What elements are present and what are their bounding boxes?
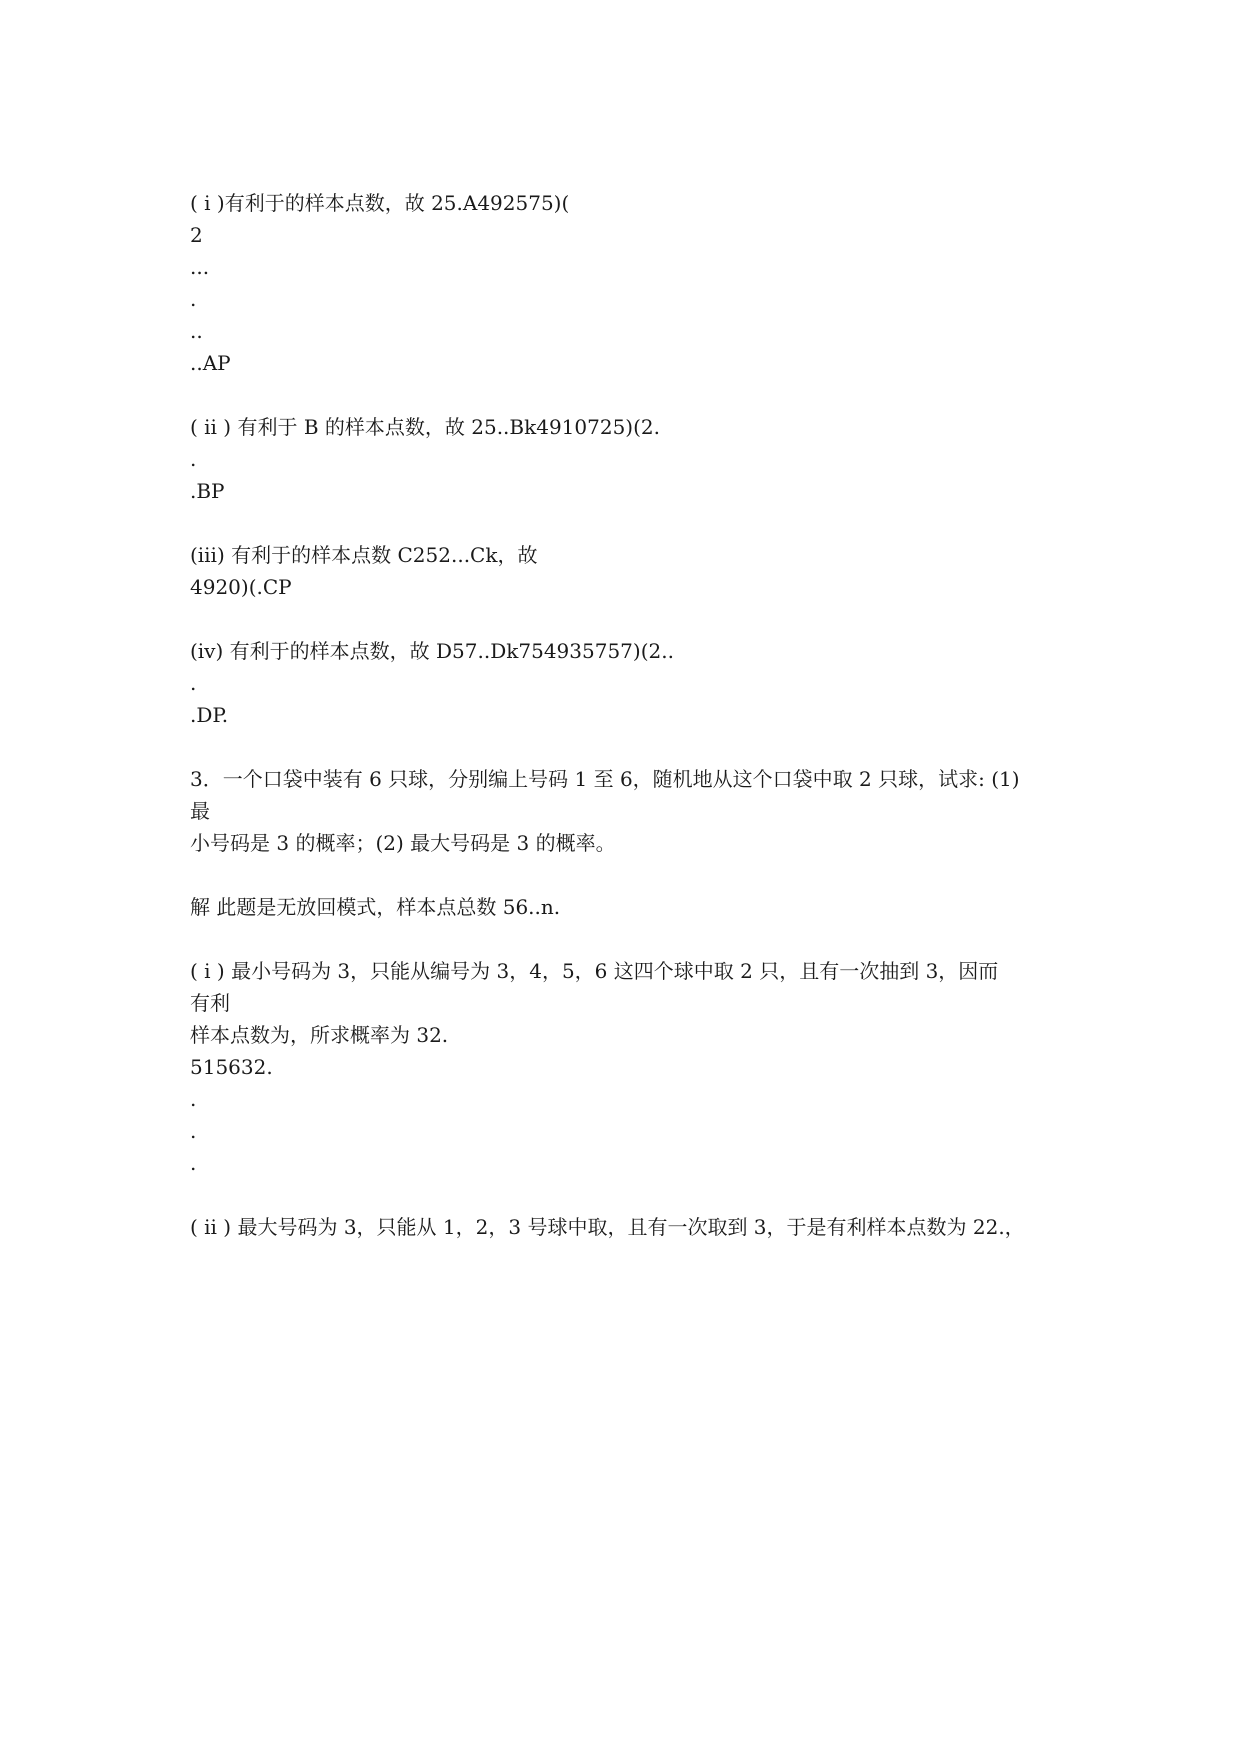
text-line: 4920)(.CP [190,575,292,599]
text-line: 小号码是 3 的概率；(2) 最大号码是 3 的概率。 [190,831,616,855]
text-line: . [190,1087,197,1111]
text-line: (ⅳ) 有利于的样本点数，故 D57..Dk754935757)(2.. [190,639,674,663]
document-body [190,187,1070,1243]
text-line: 最 [190,799,210,823]
text-line: ( ⅱ ) 有利于 B 的样本点数，故 25..Bk4910725)(2. [190,415,660,439]
text-line: . [190,1151,197,1175]
paragraph-gap [190,859,1070,891]
text-line: . [190,287,197,311]
text-line: (ⅲ) 有利于的样本点数 C252...Ck，故 [190,543,538,567]
text-line: . [190,1119,197,1143]
text-line: ... [190,255,210,279]
text-line: ..AP [190,351,231,375]
text-line: . [190,447,197,471]
text-line: .. [190,319,203,343]
paragraph-gap [190,1179,1070,1211]
paragraph-gap [190,507,1070,539]
text-line: .BP [190,479,225,503]
text-line: .DP. [190,703,229,727]
text-line: ( ⅰ )有利于的样本点数，故 25.A492575)( [190,191,570,215]
text-line: 样本点数为，所求概率为 32. [190,1023,449,1047]
paragraph-gap [190,923,1070,955]
text-line: 解 此题是无放回模式，样本点总数 56..n. [190,895,561,919]
paragraph-gap [190,603,1070,635]
text-line: 有利 [190,991,230,1015]
text-line: ( ⅱ ) 最大号码为 3，只能从 1，2，3 号球中取，且有一次取到 3，于是有利样本点数为 22.， [190,1215,1025,1239]
paragraph-gap [190,731,1070,763]
paragraph-gap [190,379,1070,411]
text-line: 515632. [190,1055,273,1079]
text-line: ( ⅰ ) 最小号码为 3，只能从编号为 3，4，5，6 这四个球中取 2 只，且有一次抽到 3，因而 [190,959,999,983]
text-line: 3．一个口袋中装有 6 只球，分别编上号码 1 至 6，随机地从这个口袋中取 2 只球，试求: (1) [190,767,1020,791]
text-line: . [190,671,197,695]
text-line: 2 [190,223,203,247]
